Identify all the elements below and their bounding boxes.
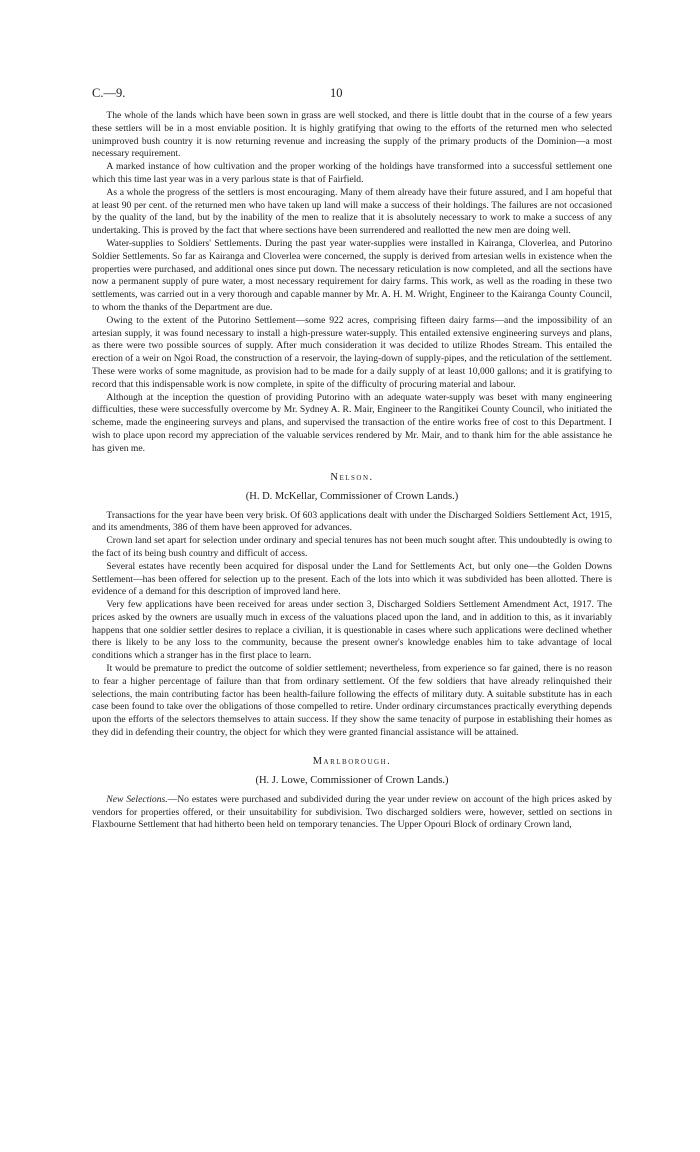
commissioner-line: (H. D. McKellar, Commissioner of Crown Lands.)	[245, 490, 459, 502]
commissioner-line: (H. J. Lowe, Commissioner of Crown Lands.)	[255, 774, 449, 786]
paragraph: It would be premature to predict the outcome of soldier settlement; nevertheless, from experience so far gained, there is no reason to fear a higher percentage of failure than that from ordinary settlement. Of the few soldiers that have already relinquished their selections, the main contributing factor has been health-failure following the effects of military duty. A suitable substitute has in each case been found to take over the obligations of those compelled to retire. Under ordinary circumstances practically everything depends upon the efforts of the selectors themselves to attain success. If they show the same tenacity of purpose in establishing their homes as they did in defending their country, the object for which they were granted financial assistance will be attained.	[92, 663, 612, 739]
document-page	[92, 86, 612, 832]
paragraph-text: —No estates were purchased and subdivided during the year under review on account of the high prices asked by vendors for properties offered, or their unsuitability for subdivision. Two discharged soldiers were, however, settled on sections in Flaxbourne Settlement that had hitherto been held on temporary tenancies. The Upper Opouri Block of ordinary Crown land,	[92, 793, 613, 831]
nelson-section	[92, 472, 612, 740]
section-heading-nelson: Nelson.	[330, 471, 374, 483]
page-header	[92, 86, 612, 110]
paragraph: Although at the inception the question of providing Putorino with an adequate water-supply was beset with many engineering difficulties, these were successfully overcome by Mr. Sydney A. R. Mair, Engineer to the Rangitikei County Council, who initiated the scheme, made the engineering surveys and plans, and supervised the transaction of the entire works free of cost to this Department. I wish to place upon record my appreciation of the valuable services rendered by Mr. Mair, and to thank him for the able assistance he has given me.	[92, 391, 612, 454]
top-section	[92, 110, 612, 456]
paragraph: Owing to the extent of the Putorino Settlement—some 922 acres, comprising fifteen dairy farms—and the impossibility of an artesian supply, it was found necessary to install a high-pressure water-supply. This entailed extensive engineering surveys and plans, as there were two possible sources of supply. After much consideration it was decided to utilize Rhodes Stream. This entailed the erection of a weir on Ngoi Road, the construction of a reservoir, the laying-down of supply-pipes, and the reticulation of the settlement. These were works of some magnitude, as provision had to be made for a daily supply of at least 10,000 gallons; and it is gratifying to record that this indispensable work is now complete, in spite of the difficulty of procuring material and labour.	[92, 314, 612, 390]
paragraph: Very few applications have been received for areas under section 3, Discharged Soldiers Settlement Amendment Act, 1917. The prices asked by the owners are usually much in excess of the valuations placed upon the land, and in addition to this, as it invariably happens that one soldier settler desires to replace a civilian, it is questionable in cases where such applications were declined whether there is likely to be any loss to the community, because the present owner's knowledge enables him to take advantage of local conditions which a stranger has in the first place to learn.	[92, 599, 612, 662]
paragraph-lead-in: New Selections.	[106, 793, 168, 805]
paragraph: Water-supplies to Soldiers' Settlements. During the past year water-supplies were installed in Kairanga, Cloverlea, and Putorino Soldier Settlements. So far as Kairanga and Cloverlea were concerned, the supply is derived from artesian wells in existence when the properties were purchased, and additional ones since put down. The necessary reticulation is now completed, and all the sections have now a permanent supply of pure water, a most necessary requirement for dairy farms. This work, as well as the roading in these two settlements, was carried out in a very thorough and capable manner by Mr. A. H. M. Wright, Engineer to the Kairanga County Council, to whom the thanks of the Department are due.	[92, 237, 612, 313]
paragraph	[92, 794, 612, 832]
paragraph: Crown land set apart for selection under ordinary and special tenures has not been much sought after. This undoubtedly is owing to the fact of its being bush country and difficult of access.	[92, 535, 612, 559]
marlborough-section	[92, 756, 612, 832]
document-reference: C.—9.	[92, 86, 126, 100]
section-heading-marlborough: Marlborough.	[312, 755, 392, 767]
paragraph: The whole of the lands which have been sown in grass are well stocked, and there is little doubt that in the course of a few years these settlers will be in a most enviable position. It is highly gratifying that owing to the efforts of the returned men who selected unimproved bush country it is now returning revenue and increasing the supply of the primary products of the Dominion—a most necessary requirement.	[92, 110, 612, 160]
paragraph: Several estates have recently been acquired for disposal under the Land for Settlements Act, but only one—the Golden Downs Settlement—has been offered for selection up to the present. Each of the lots into which it was subdivided has been allotted. There is evidence of a demand for this description of improved land here.	[92, 560, 612, 598]
paragraph: As a whole the progress of the settlers is most encouraging. Many of them already have their future assured, and I am hopeful that at least 90 per cent. of the returned men who have taken up land will make a success of their holdings. The failures are not occasioned by the quality of the land, but by the inability of the men to realize that it is absolutely necessary to work to make a success of any undertaking. This is proved by the fact that where sections have been surrendered and reallotted the new men are doing well.	[92, 186, 612, 237]
page-number: 10	[330, 86, 343, 100]
paragraph: A marked instance of how cultivation and the proper working of the holdings have transformed into a successful settlement one which this time last year was in a very parlous state is that of Fairfield.	[92, 161, 612, 185]
paragraph: Transactions for the year have been very brisk. Of 603 applications dealt with under the Discharged Soldiers Settlement Act, 1915, and its amendments, 386 of them have been approved for advances.	[92, 509, 612, 534]
